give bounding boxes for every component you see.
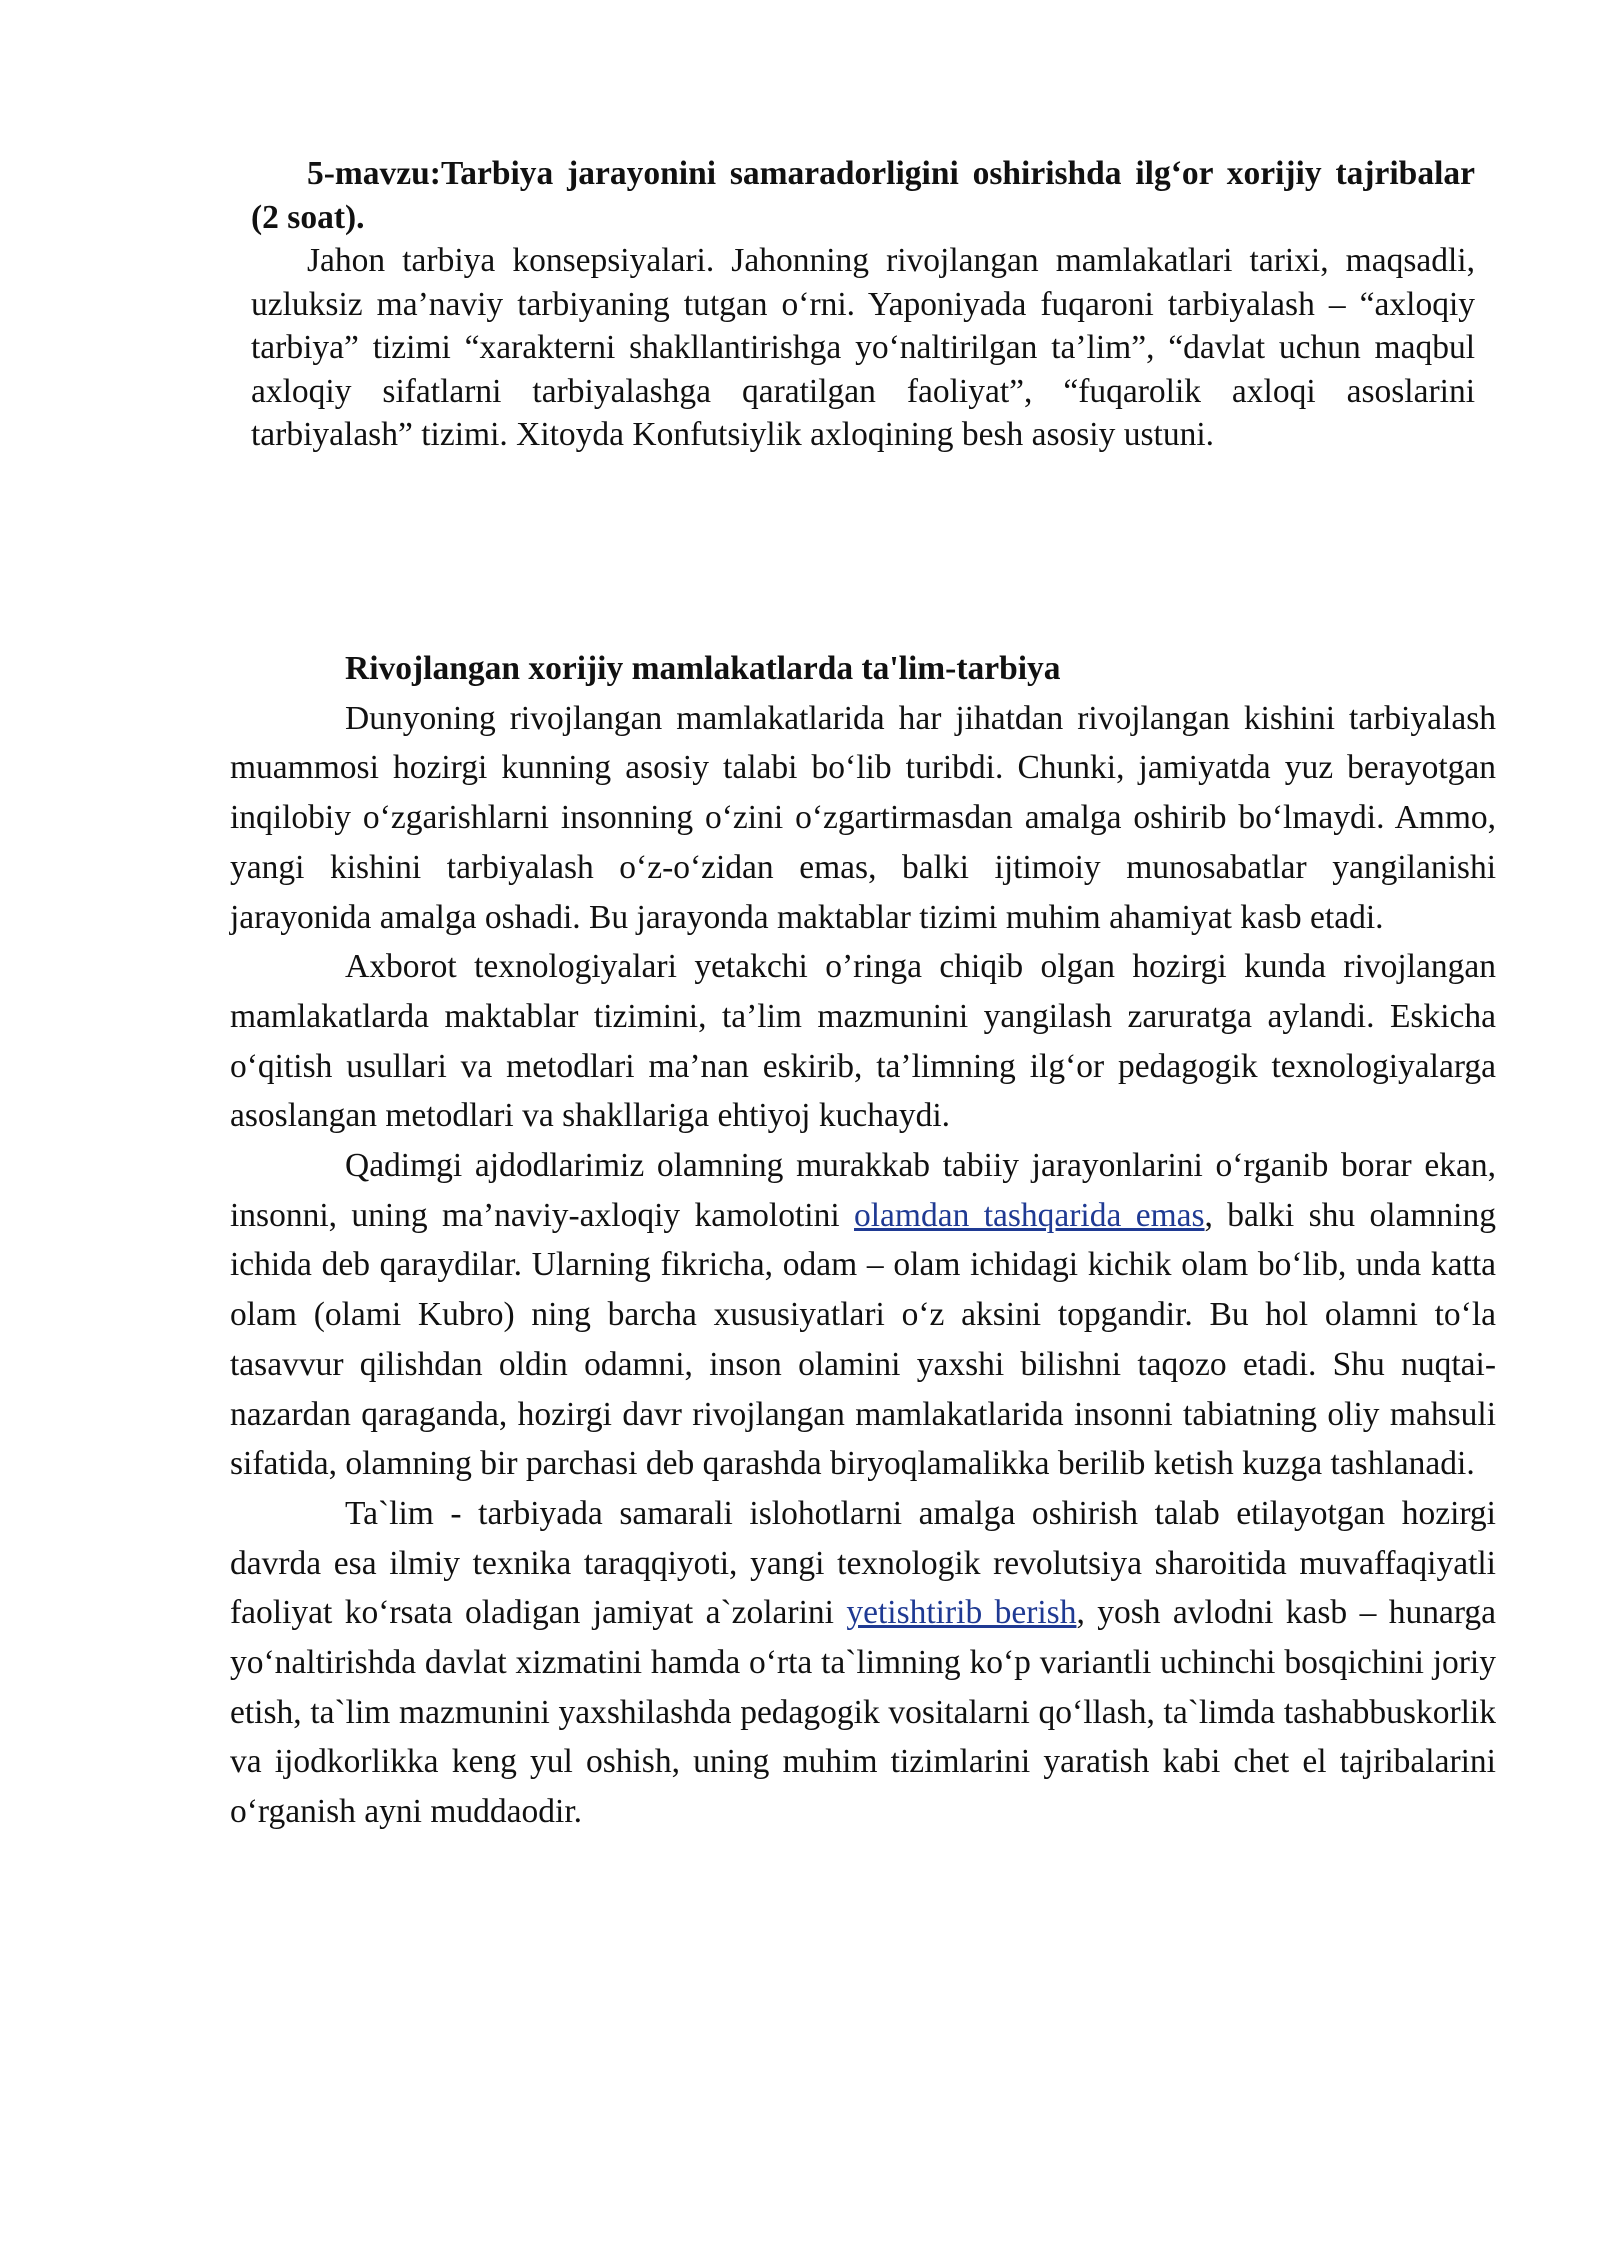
olamdan-tashqarida-emas-link[interactable]: olamdan tashqarida emas	[854, 1196, 1205, 1234]
article-paragraph-3	[230, 1141, 1496, 1489]
paragraph-4-text-end: , yosh avlodni kasb – hunarga yo‘naltirishda davlat xizmatini hamda o‘rta ta`limning ko‘p variantli uchinchi bosqichini joriy etish, ta`lim mazmunini yaxshilashda pedagogik vositalarni qo‘llash, ta`limda tashabbuskorlik va ijodkorlikka keng yul oshish, uning muhim tizimlarini yaratish kabi chet el tajribalarini o‘rganish ayni muddaodir.	[230, 1594, 1497, 1831]
article-paragraph-4	[230, 1489, 1496, 1837]
paragraph-3-text-end: , balki shu olamning ichida deb qaraydilar. Ularning fikricha, odam – olam ichidagi kichik olam bo‘lib, unda katta olam (olami Kubro) ning barcha xususiyatlari o‘z aksini topgandir. Bu hol olamni to‘la tasavvur qilishdan oldin odamni, inson olamini yaxshi bilishni taqozo etadi. Shu nuqtai-nazardan qaraganda, hozirgi davr rivojlangan mamlakatlarida insonni tabiatning oliy mahsuli sifatida, olamning bir parchasi deb qarashda biryoqlamalikka berilib ketish kuzga tashlanadi.	[230, 1196, 1496, 1483]
paragraph-4-text-start: Ta`lim - tarbiyada samarali islohotlarni amalga oshirish talab etilayotgan hozirgi davrda esa ilmiy texnika taraqqiyoti, yangi texnologik revolutsiya sharoitida muvaffaqiyatli faoliyat ko‘rsata oladigan jamiyat a`zolarini	[230, 1494, 1496, 1632]
topic-summary: Jahon tarbiya konsepsiyalari. Jahonning rivojlangan mamlakatlari tarixi, maqsadli, uzluksiz ma’naviy tarbiyaning tutgan o‘rni. Yaponiyada fuqaroni tarbiyalash – “axloqiy tarbiya” tizimi “xarakterni shakllantirishga yo‘naltirilgan ta’lim”, “davlat uchun maqbul axloqiy sifatlarni tarbiyalashga qaratilgan faoliyat”, “fuqarolik axloqi asoslarini tarbiyalash” tizimi. Xitoyda Konfutsiylik axloqining besh asosiy ustuni.	[251, 242, 1475, 453]
article-paragraph-2: Axborot texnologiyalari yetakchi o’ringa chiqib olgan hozirgi kunda rivojlangan mamlakatlarda maktablar tizimini, ta’lim mazmunini yangilash zaruratga aylandi. Eskicha o‘qitish usullari va metodlari ma’nan eskirib, ta’limning ilg‘or pedagogik texnologiyalarga asoslangan metodlari va shakllariga ehtiyoj kuchaydi.	[230, 948, 1496, 1135]
article-title: Rivojlangan xorijiy mamlakatlarda ta'lim-tarbiya	[345, 650, 1061, 687]
topic-heading: 5-mavzu:Tarbiya jarayonini samaradorligini oshirishda ilg‘or xorijiy tajribalar (2 soat).	[251, 155, 1475, 236]
yetishtirib-berish-link[interactable]: yetishtirib berish	[846, 1594, 1077, 1632]
paragraph-3-text-start: Qadimgi ajdodlarimiz olamning murakkab tabiiy jarayonlarini o‘rganib borar ekan, insonni, uning ma’naviy-axloqiy kamolotini	[230, 1147, 1496, 1234]
article-section	[230, 644, 1496, 1837]
article-paragraph-1: Dunyoning rivojlangan mamlakatlarida har jihatdan rivojlangan kishini tarbiyalash muammosi hozirgi kunning asosiy talabi bo‘lib turibdi. Chunki, jamiyatda yuz berayotgan inqilobiy o‘zgarishlarni insonning o‘zini o‘zgartirmasdan amalga oshirib bo‘lmaydi. Ammo, yangi kishini tarbiyalash o‘z-o‘zidan emas, balki ijtimoiy munosabatlar yangilanishi jarayonida amalga oshadi. Bu jarayonda maktablar tizimi muhim ahamiyat kasb etadi.	[230, 699, 1496, 936]
topic-section	[251, 152, 1475, 457]
